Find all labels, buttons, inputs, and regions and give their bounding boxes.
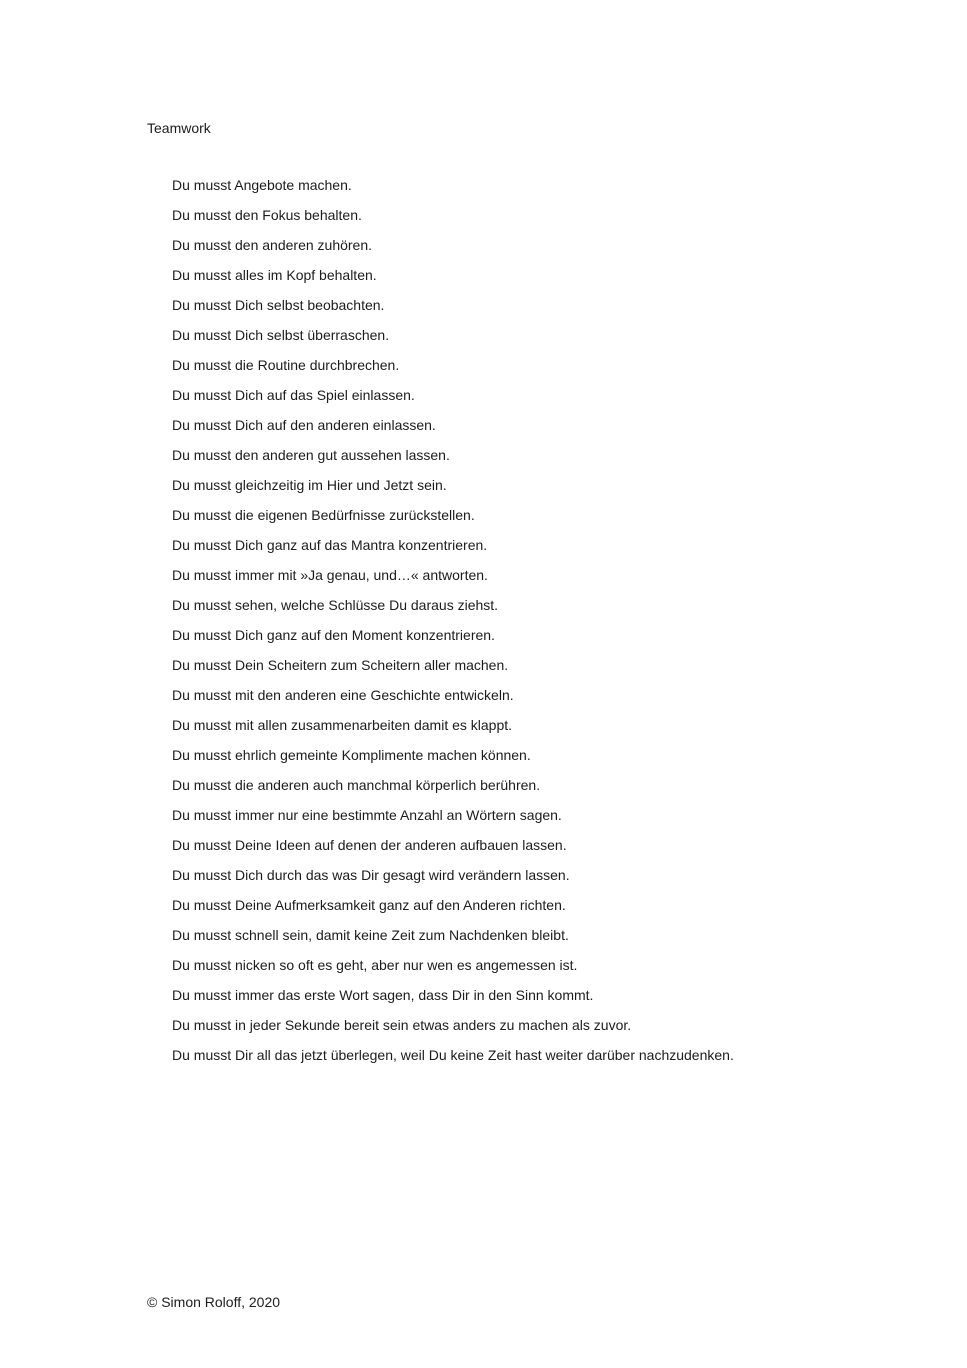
poem-line: Du musst sehen, welche Schlüsse Du daraus ziehst. [172,597,499,613]
poem-line: Du musst Dich auf den anderen einlassen. [172,417,436,433]
poem-line: Du musst Dich ganz auf den Moment konzentrieren. [172,627,495,643]
poem-line: Du musst Dich selbst überraschen. [172,327,390,343]
poem-line: Du musst Dich ganz auf das Mantra konzentrieren. [172,537,488,553]
poem-line: Du musst die anderen auch manchmal körperlich berühren. [172,777,541,793]
poem-line: Du musst schnell sein, damit keine Zeit zum Nachdenken bleibt. [172,927,569,943]
copyright: © Simon Roloff, 2020 [147,1294,281,1310]
poem-line: Du musst den anderen gut aussehen lassen. [172,447,450,463]
poem-line: Du musst alles im Kopf behalten. [172,267,377,283]
poem-line: Du musst Deine Aufmerksamkeit ganz auf den Anderen richten. [172,897,566,913]
poem-line: Du musst immer das erste Wort sagen, dass Dir in den Sinn kommt. [172,987,594,1003]
poem-line: Du musst Dein Scheitern zum Scheitern aller machen. [172,657,509,673]
poem-line: Du musst immer nur eine bestimmte Anzahl an Wörtern sagen. [172,807,562,823]
poem-line: Du musst mit den anderen eine Geschichte entwickeln. [172,687,514,703]
poem-line: Du musst Deine Ideen auf denen der anderen aufbauen lassen. [172,837,567,853]
poem-line: Du musst Dich durch das was Dir gesagt wird verändern lassen. [172,867,570,883]
poem-line: Du musst nicken so oft es geht, aber nur wen es angemessen ist. [172,957,578,973]
poem-line: Du musst gleichzeitig im Hier und Jetzt sein. [172,477,447,493]
poem-line: Du musst ehrlich gemeinte Komplimente machen können. [172,747,531,763]
poem-line: Du musst die eigenen Bedürfnisse zurückstellen. [172,507,475,523]
poem-line: Du musst immer mit »Ja genau, und…« antworten. [172,567,488,583]
page-title: Teamwork [147,120,211,136]
poem-line: Du musst mit allen zusammenarbeiten damit es klappt. [172,717,513,733]
poem-line: Du musst Dich selbst beobachten. [172,297,385,313]
poem-line: Du musst Angebote machen. [172,177,352,193]
poem-line: Du musst Dich auf das Spiel einlassen. [172,387,415,403]
poem-line: Du musst die Routine durchbrechen. [172,357,400,373]
poem-line: Du musst in jeder Sekunde bereit sein etwas anders zu machen als zuvor. [172,1017,632,1033]
poem-line: Du musst Dir all das jetzt überlegen, weil Du keine Zeit hast weiter darüber nachzudenken. [172,1047,734,1063]
poem-line: Du musst den anderen zuhören. [172,237,373,253]
poem-lines [172,170,907,1070]
poem-line: Du musst den Fokus behalten. [172,207,362,223]
